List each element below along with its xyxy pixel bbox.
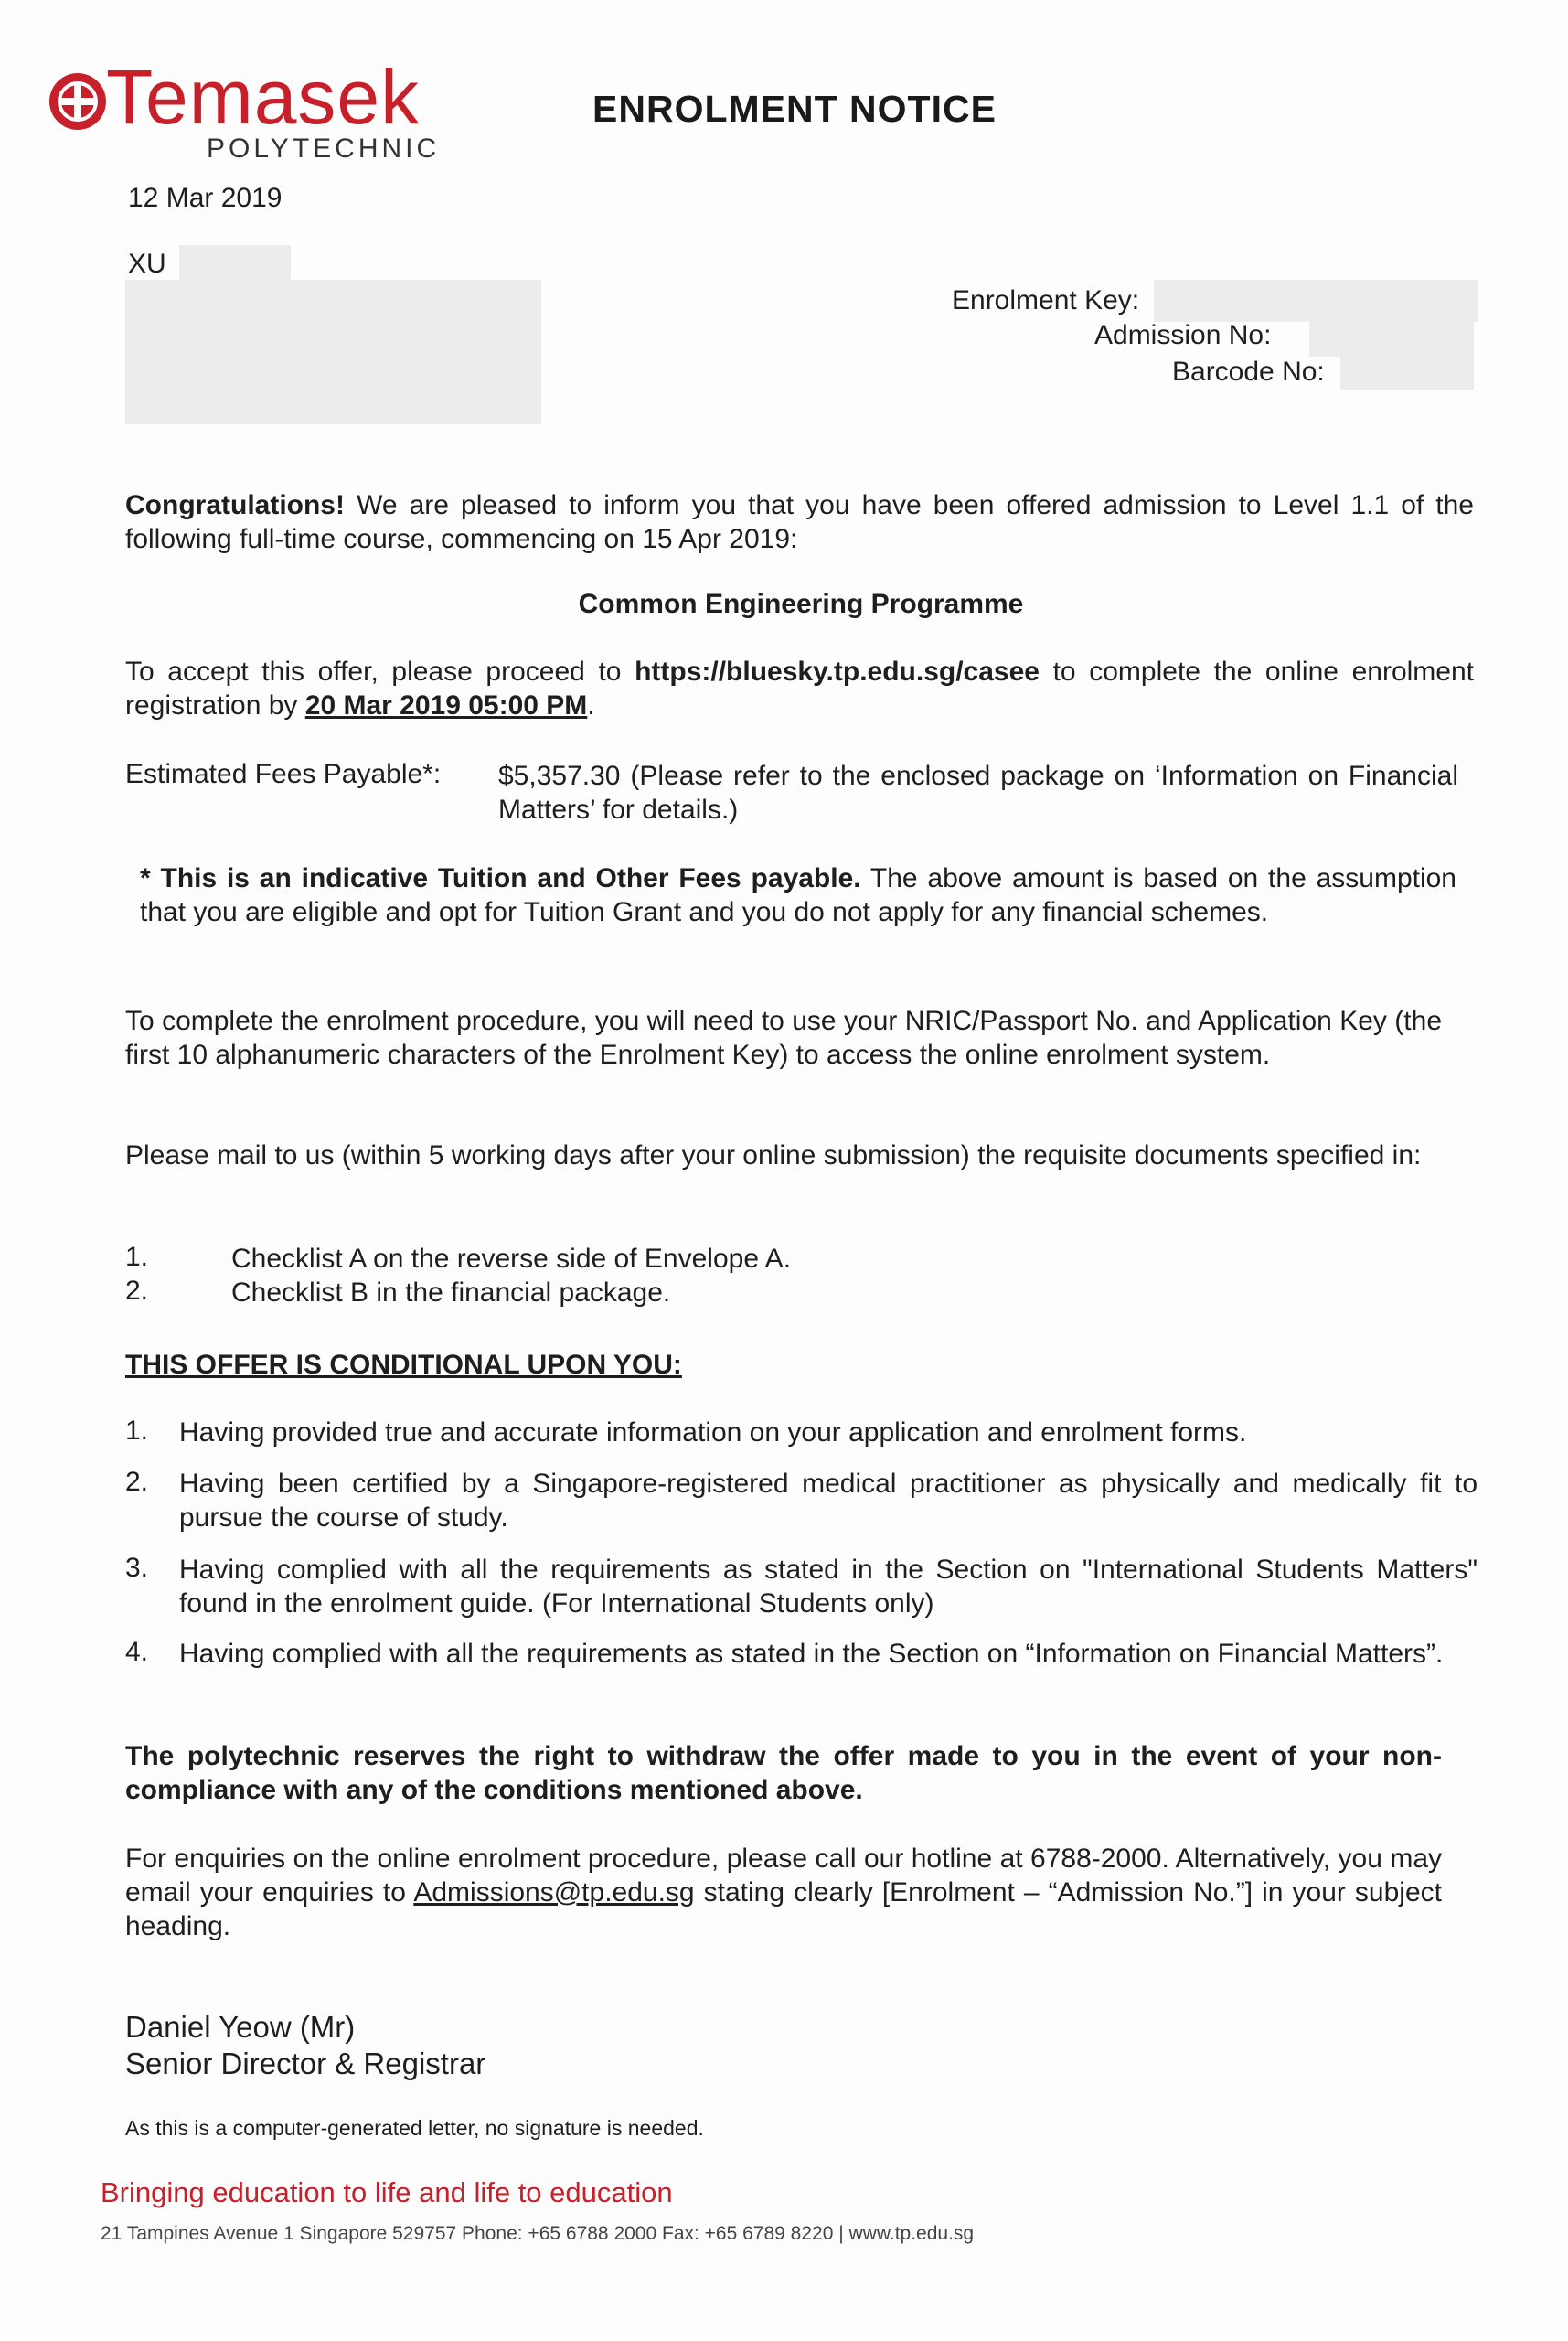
condition-number: 3.	[125, 1553, 149, 1583]
accept-paragraph	[125, 655, 1474, 722]
congratulations-text: We are pleased to inform you that you have been offered admission to Level 1.1 of the following full-time course, commencing on 15 Apr 2019:	[125, 490, 1474, 554]
mail-paragraph: Please mail to us (within 5 working days after your online submission) the requisite documents specified in:	[125, 1140, 1422, 1170]
course-title: Common Engineering Programme	[578, 589, 1024, 619]
indicative-fees-bold: * This is an indicative Tuition and Other Fees payable.	[140, 863, 861, 893]
checklist-item: Checklist A on the reverse side of Envelope A.	[231, 1244, 792, 1274]
redacted-name	[179, 245, 291, 282]
redacted-admission-no	[1309, 320, 1474, 357]
procedure-paragraph: To complete the enrolment procedure, you will need to use your NRIC/Passport No. and Application Key (the first 10 alphanumeric characters of the Enrolment Key) to access the online enrolment system.	[125, 1006, 1442, 1070]
accept-text-end: .	[587, 690, 595, 721]
condition-number: 4.	[125, 1637, 149, 1667]
reserve-right-paragraph: The polytechnic reserves the right to withdraw the offer made to you in the event of your non-compliance with any of the conditions mentioned above.	[125, 1741, 1442, 1805]
fees-value	[498, 759, 1458, 827]
condition-item: Having complied with all the requirements as stated in the Section on "International Students Matters" found in the enrolment guide. (For International Students only)	[179, 1555, 1477, 1619]
footer-tagline: Bringing education to life and life to education	[101, 2176, 673, 2208]
signatory-title: Senior Director & Registrar	[125, 2047, 486, 2080]
congratulations-paragraph	[125, 488, 1474, 556]
fees-note: (Please refer to the enclosed package on ‘Information on Financial Matters’ for details.)	[498, 761, 1458, 825]
computer-generated-note: As this is a computer-generated letter, no signature is needed.	[125, 2116, 704, 2140]
enquiries-text-pre: For enquiries on the online enrolment procedure, please call our hotline at 6788-2000. Alternatively, you may email your enquiries to	[125, 1844, 1442, 1908]
enrolment-url-link[interactable]: https://bluesky.tp.edu.sg/casee	[635, 657, 1040, 687]
enquiries-text-post: stating clearly [Enrolment – “Admission No.”] in your subject heading.	[125, 1877, 1442, 1941]
admission-no-label: Admission No:	[1094, 320, 1272, 350]
checklist-number: 2.	[125, 1276, 149, 1306]
condition-number: 2.	[125, 1467, 149, 1497]
redacted-address	[125, 280, 541, 424]
condition-item: Having complied with all the requirements as stated in the Section on “Information on Financial Matters”.	[179, 1639, 1444, 1669]
temasek-emblem-icon	[48, 71, 108, 132]
logo-name: Temasek	[106, 54, 421, 140]
enquiries-paragraph	[125, 1842, 1442, 1943]
congratulations-word: Congratulations!	[125, 490, 345, 520]
redacted-barcode-no	[1340, 353, 1474, 390]
letter-date: 12 Mar 2019	[128, 183, 283, 213]
checklist-item: Checklist B in the financial package.	[231, 1277, 671, 1308]
barcode-no-label: Barcode No:	[1172, 357, 1325, 387]
signatory-name: Daniel Yeow (Mr)	[125, 2010, 356, 2044]
conditions-heading: THIS OFFER IS CONDITIONAL UPON YOU:	[125, 1350, 682, 1380]
logo-subtitle: POLYTECHNIC	[207, 134, 441, 164]
indicative-fees-paragraph	[140, 861, 1456, 929]
notice-title: ENROLMENT NOTICE	[592, 88, 997, 130]
redacted-enrolment-key	[1154, 280, 1478, 322]
fees-label: Estimated Fees Payable*:	[125, 759, 442, 789]
admissions-email-link[interactable]: Admissions@tp.edu.sg	[413, 1877, 695, 1908]
accept-text-mid: to complete the online enrolment registration by	[125, 657, 1474, 721]
indicative-fees-text: The above amount is based on the assumption that you are eligible and opt for Tuition Grant and you do not apply for any financial schemes.	[140, 863, 1456, 927]
condition-item: Having been certified by a Singapore-registered medical practitioner as physically and medically fit to pursue the course of study.	[179, 1469, 1477, 1533]
recipient-name: XU	[128, 249, 166, 279]
checklist-number: 1.	[125, 1242, 149, 1272]
footer-address: 21 Tampines Avenue 1 Singapore 529757 Phone: +65 6788 2000 Fax: +65 6789 8220 | www.tp.edu.sg	[101, 2223, 975, 2244]
condition-item: Having provided true and accurate information on your application and enrolment forms.	[179, 1417, 1247, 1448]
deadline: 20 Mar 2019 05:00 PM	[304, 690, 588, 721]
enrolment-key-label: Enrolment Key:	[952, 285, 1140, 315]
fees-amount: $5,357.30	[498, 761, 621, 791]
accept-text-pre: To accept this offer, please proceed to	[125, 657, 635, 687]
condition-number: 1.	[125, 1416, 149, 1446]
